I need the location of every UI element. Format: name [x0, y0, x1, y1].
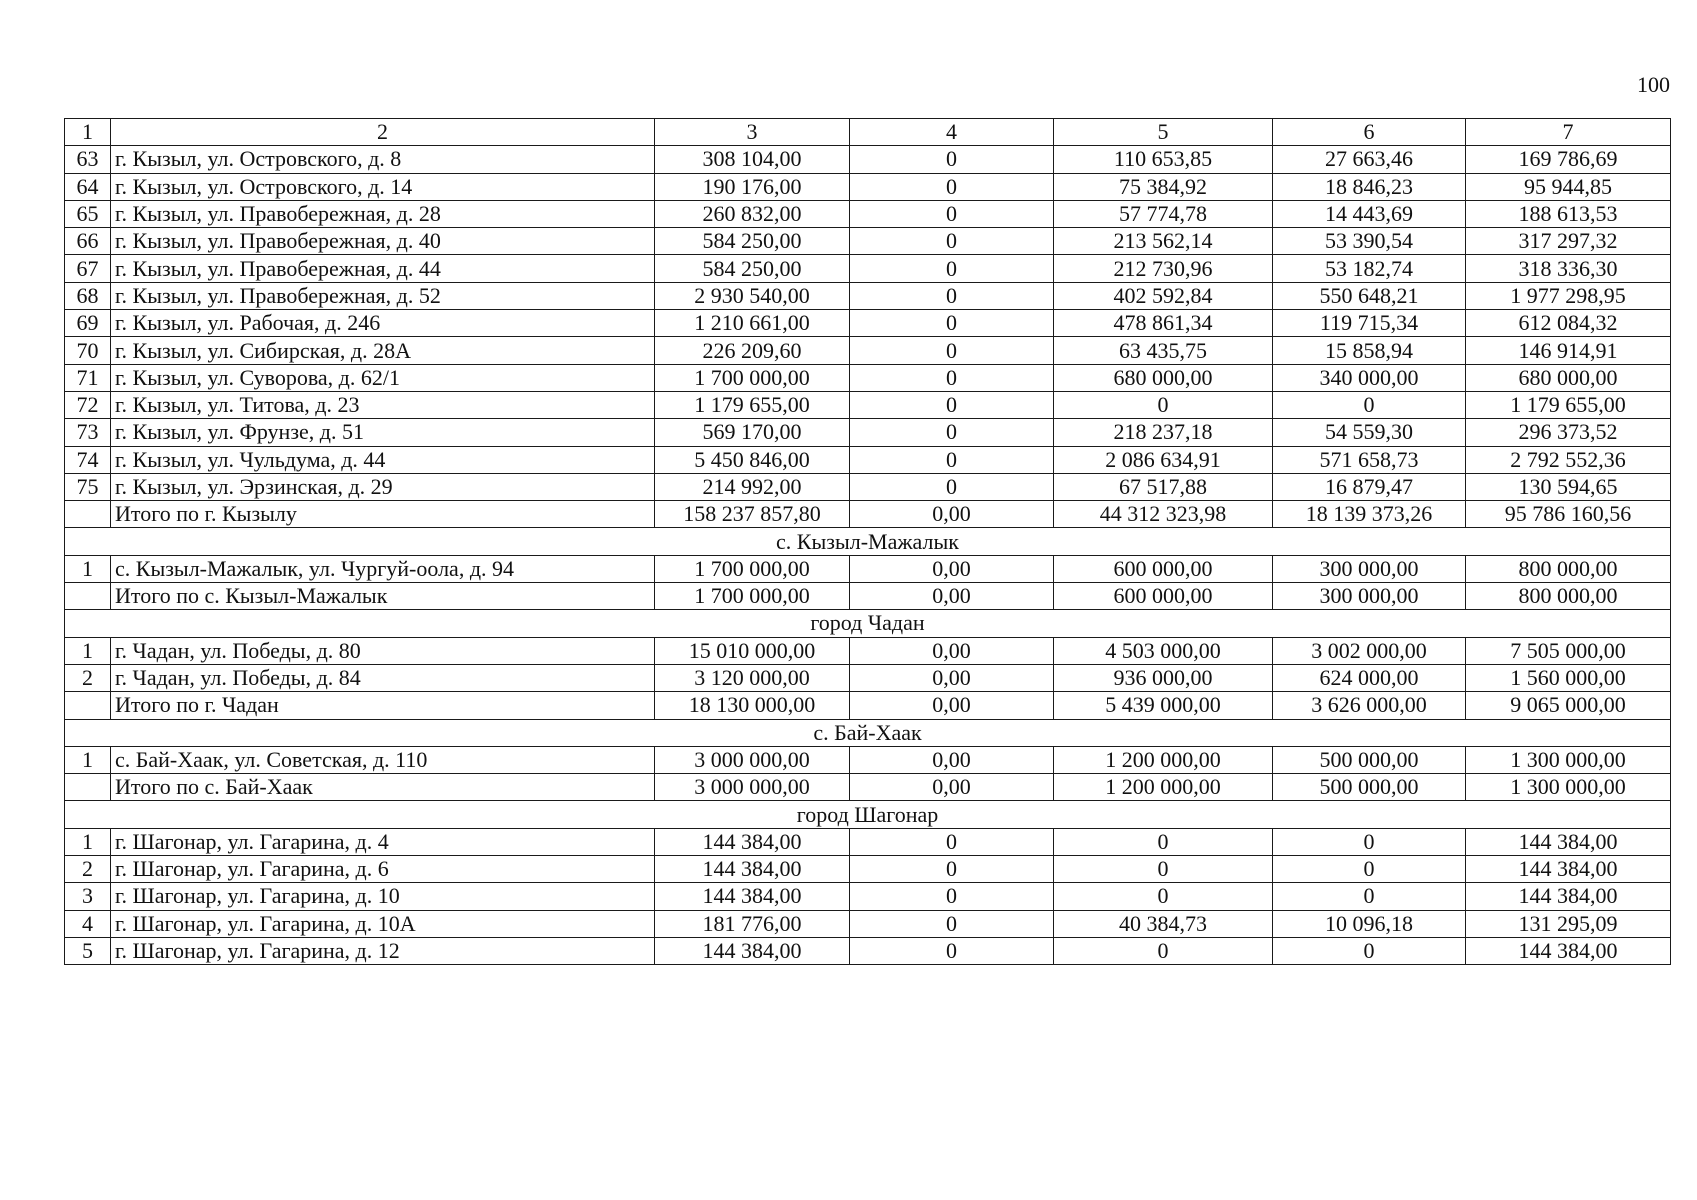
amount-cell: 318 336,30	[1466, 255, 1671, 282]
amount-cell: 10 096,18	[1273, 910, 1466, 937]
address-cell: г. Кызыл, ул. Чульдума, д. 44	[111, 446, 655, 473]
table-row	[65, 937, 1671, 964]
amount-cell: 67 517,88	[1054, 473, 1273, 500]
amount-cell: 0	[850, 446, 1054, 473]
amount-cell: 0	[1054, 856, 1273, 883]
amount-cell: 500 000,00	[1273, 746, 1466, 773]
table-row	[65, 856, 1671, 883]
row-number-cell: 3	[65, 883, 111, 910]
section-title: город Шагонар	[65, 801, 1671, 828]
section-title: с. Бай-Хаак	[65, 719, 1671, 746]
amount-cell: 0	[850, 228, 1054, 255]
row-number-cell: 1	[65, 746, 111, 773]
amount-cell: 0	[1054, 883, 1273, 910]
address-cell: г. Кызыл, ул. Островского, д. 14	[111, 173, 655, 200]
row-number-cell: 2	[65, 856, 111, 883]
amount-cell: 40 384,73	[1054, 910, 1273, 937]
amount-cell: 0	[850, 310, 1054, 337]
budget-table	[64, 118, 1671, 965]
row-number-cell	[65, 692, 111, 719]
amount-cell: 144 384,00	[1466, 856, 1671, 883]
amount-cell: 226 209,60	[655, 337, 850, 364]
amount-cell: 3 002 000,00	[1273, 637, 1466, 664]
amount-cell: 213 562,14	[1054, 228, 1273, 255]
amount-cell: 0	[1273, 391, 1466, 418]
amount-cell: 214 992,00	[655, 473, 850, 500]
amount-cell: 0,00	[850, 664, 1054, 691]
amount-cell: 612 084,32	[1466, 310, 1671, 337]
table-row	[65, 173, 1671, 200]
amount-cell: 0	[850, 200, 1054, 227]
column-header: 3	[655, 119, 850, 146]
amount-cell: 1 700 000,00	[655, 555, 850, 582]
row-number-cell: 64	[65, 173, 111, 200]
address-cell: г. Чадан, ул. Победы, д. 84	[111, 664, 655, 691]
amount-cell: 478 861,34	[1054, 310, 1273, 337]
amount-cell: 1 560 000,00	[1466, 664, 1671, 691]
amount-cell: 0	[850, 910, 1054, 937]
amount-cell: 95 786 160,56	[1466, 501, 1671, 528]
amount-cell: 624 000,00	[1273, 664, 1466, 691]
address-cell: г. Кызыл, ул. Рабочая, д. 246	[111, 310, 655, 337]
amount-cell: 0	[850, 473, 1054, 500]
address-cell: г. Кызыл, ул. Островского, д. 8	[111, 146, 655, 173]
amount-cell: 54 559,30	[1273, 419, 1466, 446]
row-number-cell	[65, 583, 111, 610]
amount-cell: 212 730,96	[1054, 255, 1273, 282]
row-number-cell: 1	[65, 637, 111, 664]
amount-cell: 1 700 000,00	[655, 364, 850, 391]
amount-cell: 1 300 000,00	[1466, 774, 1671, 801]
amount-cell: 936 000,00	[1054, 664, 1273, 691]
amount-cell: 317 297,32	[1466, 228, 1671, 255]
table-row	[65, 910, 1671, 937]
row-number-cell: 73	[65, 419, 111, 446]
amount-cell: 0	[850, 364, 1054, 391]
column-header: 7	[1466, 119, 1671, 146]
amount-cell: 95 944,85	[1466, 173, 1671, 200]
table-row	[65, 637, 1671, 664]
table-row	[65, 255, 1671, 282]
section-title: город Чадан	[65, 610, 1671, 637]
amount-cell: 600 000,00	[1054, 583, 1273, 610]
amount-cell: 9 065 000,00	[1466, 692, 1671, 719]
amount-cell: 0	[1273, 856, 1466, 883]
table-row	[65, 446, 1671, 473]
amount-cell: 0	[1273, 937, 1466, 964]
amount-cell: 0	[850, 937, 1054, 964]
amount-cell: 53 390,54	[1273, 228, 1466, 255]
address-cell: г. Кызыл, ул. Эрзинская, д. 29	[111, 473, 655, 500]
amount-cell: 218 237,18	[1054, 419, 1273, 446]
address-cell: г. Кызыл, ул. Сибирская, д. 28А	[111, 337, 655, 364]
amount-cell: 0	[850, 337, 1054, 364]
amount-cell: 680 000,00	[1466, 364, 1671, 391]
amount-cell: 27 663,46	[1273, 146, 1466, 173]
address-cell: г. Шагонар, ул. Гагарина, д. 4	[111, 828, 655, 855]
amount-cell: 15 858,94	[1273, 337, 1466, 364]
amount-cell: 0,00	[850, 692, 1054, 719]
table-row	[65, 473, 1671, 500]
amount-cell: 0	[850, 828, 1054, 855]
amount-cell: 1 210 661,00	[655, 310, 850, 337]
address-cell: г. Кызыл, ул. Правобережная, д. 40	[111, 228, 655, 255]
amount-cell: 15 010 000,00	[655, 637, 850, 664]
section-row	[65, 610, 1671, 637]
amount-cell: 308 104,00	[655, 146, 850, 173]
amount-cell: 18 139 373,26	[1273, 501, 1466, 528]
amount-cell: 800 000,00	[1466, 555, 1671, 582]
amount-cell: 0	[850, 856, 1054, 883]
amount-cell: 300 000,00	[1273, 555, 1466, 582]
amount-cell: 2 086 634,91	[1054, 446, 1273, 473]
amount-cell: 0	[850, 146, 1054, 173]
total-label-cell: Итого по г. Кызылу	[111, 501, 655, 528]
amount-cell: 402 592,84	[1054, 282, 1273, 309]
section-title: с. Кызыл-Мажалык	[65, 528, 1671, 555]
row-number-cell: 66	[65, 228, 111, 255]
row-number-cell: 69	[65, 310, 111, 337]
address-cell: г. Кызыл, ул. Титова, д. 23	[111, 391, 655, 418]
column-header: 1	[65, 119, 111, 146]
address-cell: г. Кызыл, ул. Суворова, д. 62/1	[111, 364, 655, 391]
amount-cell: 5 439 000,00	[1054, 692, 1273, 719]
amount-cell: 300 000,00	[1273, 583, 1466, 610]
table-row	[65, 228, 1671, 255]
amount-cell: 14 443,69	[1273, 200, 1466, 227]
amount-cell: 181 776,00	[655, 910, 850, 937]
total-label-cell: Итого по с. Кызыл-Мажалык	[111, 583, 655, 610]
row-number-cell: 1	[65, 828, 111, 855]
amount-cell: 18 130 000,00	[655, 692, 850, 719]
amount-cell: 119 715,34	[1273, 310, 1466, 337]
amount-cell: 0	[850, 883, 1054, 910]
amount-cell: 0	[850, 255, 1054, 282]
address-cell: г. Чадан, ул. Победы, д. 80	[111, 637, 655, 664]
table-row	[65, 746, 1671, 773]
amount-cell: 0,00	[850, 637, 1054, 664]
amount-cell: 3 000 000,00	[655, 774, 850, 801]
table-row	[65, 364, 1671, 391]
row-number-cell: 5	[65, 937, 111, 964]
address-cell: г. Шагонар, ул. Гагарина, д. 12	[111, 937, 655, 964]
section-row	[65, 801, 1671, 828]
table-row	[65, 146, 1671, 173]
amount-cell: 4 503 000,00	[1054, 637, 1273, 664]
table-row	[65, 282, 1671, 309]
table-row	[65, 419, 1671, 446]
amount-cell: 188 613,53	[1466, 200, 1671, 227]
amount-cell: 296 373,52	[1466, 419, 1671, 446]
table-row	[65, 200, 1671, 227]
table-row	[65, 555, 1671, 582]
row-number-cell: 68	[65, 282, 111, 309]
total-row	[65, 583, 1671, 610]
amount-cell: 0	[850, 391, 1054, 418]
page-number: 100	[1637, 72, 1670, 97]
amount-cell: 0,00	[850, 555, 1054, 582]
row-number-cell	[65, 774, 111, 801]
table-row	[65, 391, 1671, 418]
table-row	[65, 828, 1671, 855]
amount-cell: 260 832,00	[655, 200, 850, 227]
amount-cell: 144 384,00	[655, 828, 850, 855]
address-cell: г. Шагонар, ул. Гагарина, д. 10	[111, 883, 655, 910]
header-row	[65, 119, 1671, 146]
amount-cell: 500 000,00	[1273, 774, 1466, 801]
amount-cell: 584 250,00	[655, 255, 850, 282]
address-cell: г. Шагонар, ул. Гагарина, д. 10А	[111, 910, 655, 937]
amount-cell: 190 176,00	[655, 173, 850, 200]
amount-cell: 144 384,00	[655, 937, 850, 964]
amount-cell: 144 384,00	[655, 856, 850, 883]
amount-cell: 0	[1273, 828, 1466, 855]
row-number-cell: 4	[65, 910, 111, 937]
table-row	[65, 883, 1671, 910]
table-row	[65, 310, 1671, 337]
row-number-cell: 2	[65, 664, 111, 691]
amount-cell: 63 435,75	[1054, 337, 1273, 364]
amount-cell: 3 626 000,00	[1273, 692, 1466, 719]
address-cell: г. Кызыл, ул. Фрунзе, д. 51	[111, 419, 655, 446]
address-cell: г. Кызыл, ул. Правобережная, д. 28	[111, 200, 655, 227]
amount-cell: 600 000,00	[1054, 555, 1273, 582]
amount-cell: 131 295,09	[1466, 910, 1671, 937]
amount-cell: 680 000,00	[1054, 364, 1273, 391]
amount-cell: 1 700 000,00	[655, 583, 850, 610]
column-header: 2	[111, 119, 655, 146]
amount-cell: 144 384,00	[1466, 883, 1671, 910]
amount-cell: 18 846,23	[1273, 173, 1466, 200]
amount-cell: 57 774,78	[1054, 200, 1273, 227]
amount-cell: 1 977 298,95	[1466, 282, 1671, 309]
amount-cell: 1 300 000,00	[1466, 746, 1671, 773]
address-cell: с. Бай-Хаак, ул. Советская, д. 110	[111, 746, 655, 773]
row-number-cell: 74	[65, 446, 111, 473]
amount-cell: 569 170,00	[655, 419, 850, 446]
amount-cell: 1 179 655,00	[655, 391, 850, 418]
row-number-cell: 63	[65, 146, 111, 173]
amount-cell: 75 384,92	[1054, 173, 1273, 200]
amount-cell: 144 384,00	[1466, 937, 1671, 964]
amount-cell: 2 930 540,00	[655, 282, 850, 309]
row-number-cell	[65, 501, 111, 528]
address-cell: г. Шагонар, ул. Гагарина, д. 6	[111, 856, 655, 883]
amount-cell: 0,00	[850, 583, 1054, 610]
amount-cell: 146 914,91	[1466, 337, 1671, 364]
amount-cell: 800 000,00	[1466, 583, 1671, 610]
total-row	[65, 692, 1671, 719]
column-header: 4	[850, 119, 1054, 146]
row-number-cell: 72	[65, 391, 111, 418]
amount-cell: 0	[1273, 883, 1466, 910]
amount-cell: 1 200 000,00	[1054, 774, 1273, 801]
address-cell: г. Кызыл, ул. Правобережная, д. 44	[111, 255, 655, 282]
row-number-cell: 71	[65, 364, 111, 391]
amount-cell: 1 200 000,00	[1054, 746, 1273, 773]
amount-cell: 144 384,00	[655, 883, 850, 910]
amount-cell: 0	[1054, 391, 1273, 418]
row-number-cell: 1	[65, 555, 111, 582]
amount-cell: 584 250,00	[655, 228, 850, 255]
amount-cell: 110 653,85	[1054, 146, 1273, 173]
address-cell: г. Кызыл, ул. Правобережная, д. 52	[111, 282, 655, 309]
amount-cell: 0	[1054, 937, 1273, 964]
address-cell: с. Кызыл-Мажалык, ул. Чургуй-оола, д. 94	[111, 555, 655, 582]
table-row	[65, 337, 1671, 364]
amount-cell: 53 182,74	[1273, 255, 1466, 282]
row-number-cell: 67	[65, 255, 111, 282]
section-row	[65, 528, 1671, 555]
total-label-cell: Итого по с. Бай-Хаак	[111, 774, 655, 801]
amount-cell: 550 648,21	[1273, 282, 1466, 309]
total-label-cell: Итого по г. Чадан	[111, 692, 655, 719]
amount-cell: 0	[850, 282, 1054, 309]
amount-cell: 0,00	[850, 501, 1054, 528]
amount-cell: 340 000,00	[1273, 364, 1466, 391]
amount-cell: 1 179 655,00	[1466, 391, 1671, 418]
total-row	[65, 774, 1671, 801]
row-number-cell: 70	[65, 337, 111, 364]
amount-cell: 0,00	[850, 774, 1054, 801]
row-number-cell: 65	[65, 200, 111, 227]
total-row	[65, 501, 1671, 528]
amount-cell: 2 792 552,36	[1466, 446, 1671, 473]
column-header: 6	[1273, 119, 1466, 146]
amount-cell: 0,00	[850, 746, 1054, 773]
amount-cell: 3 000 000,00	[655, 746, 850, 773]
amount-cell: 7 505 000,00	[1466, 637, 1671, 664]
row-number-cell: 75	[65, 473, 111, 500]
amount-cell: 571 658,73	[1273, 446, 1466, 473]
section-row	[65, 719, 1671, 746]
amount-cell: 5 450 846,00	[655, 446, 850, 473]
amount-cell: 0	[850, 419, 1054, 446]
amount-cell: 169 786,69	[1466, 146, 1671, 173]
amount-cell: 16 879,47	[1273, 473, 1466, 500]
column-header: 5	[1054, 119, 1273, 146]
amount-cell: 3 120 000,00	[655, 664, 850, 691]
amount-cell: 130 594,65	[1466, 473, 1671, 500]
amount-cell: 158 237 857,80	[655, 501, 850, 528]
amount-cell: 44 312 323,98	[1054, 501, 1273, 528]
amount-cell: 0	[850, 173, 1054, 200]
amount-cell: 144 384,00	[1466, 828, 1671, 855]
table-row	[65, 664, 1671, 691]
amount-cell: 0	[1054, 828, 1273, 855]
